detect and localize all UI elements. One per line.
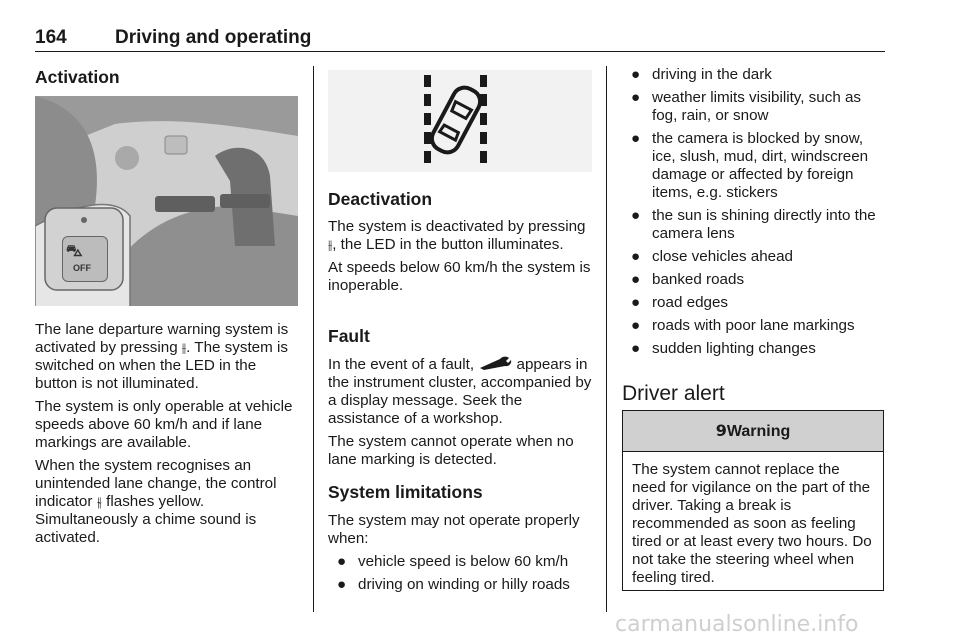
lane-button-icon: ⫲: [328, 237, 333, 252]
chime-paragraph: Simultaneously a chime sound is activated.: [35, 511, 257, 546]
indicator-paragraph: When the system recognises an unintended lane change, the control indicator ⫳ flashes yellow.: [35, 457, 277, 510]
wrench-icon: [478, 356, 512, 373]
limitations-text: [328, 512, 593, 594]
fault-paragraph: In the event of a fault, appears in the instrument cluster, accompanied by a display message. Seek the assistance of a workshop.: [328, 356, 592, 427]
bullet-icon: ●: [631, 248, 641, 265]
no-lane-paragraph: The system cannot operate when no lane marking is detected.: [328, 433, 574, 468]
warning-box: [622, 410, 884, 591]
bullet-icon: ●: [631, 317, 641, 334]
button-off-label: OFF: [73, 263, 91, 273]
list-item: ● road edges: [631, 294, 728, 311]
gear-shift-photo: [35, 96, 298, 306]
fault-text: [328, 356, 593, 469]
system-limitations-heading: System limitations: [328, 482, 483, 502]
list-item: ● sudden lighting changes: [631, 340, 816, 357]
limitations-list-b: [622, 66, 886, 358]
list-item: ● driving in the dark: [631, 66, 772, 83]
list-item: ● weather limits visibility, such as fog, rain, or snow: [631, 89, 862, 124]
list-item: ● vehicle speed is below 60 km/h: [337, 553, 569, 570]
column-divider: [313, 66, 314, 612]
page-header: [35, 27, 885, 52]
inoperable-paragraph: At speeds below 60 km/h the system is inoperable.: [328, 259, 591, 294]
list-item: ● roads with poor lane markings: [631, 317, 855, 334]
list-item: ● the sun is shining directly into the camera lens: [631, 207, 876, 242]
control-indicator-icon: ⫳: [96, 494, 102, 509]
bullet-icon: ●: [631, 89, 641, 106]
list-item: ● the camera is blocked by snow, ice, slush, mud, dirt, windscreen damage or affected by foreign items, e.g. stickers: [631, 130, 869, 201]
deactivation-text: [328, 218, 593, 295]
list-item: ● close vehicles ahead: [631, 248, 793, 265]
lane-button-icon: ⫲: [181, 340, 187, 355]
deactivation-heading: Deactivation: [328, 189, 433, 209]
warning-header: [623, 411, 883, 452]
deactivation-paragraph: The system is deactivated by pressing ⫲, the LED in the button illuminates.: [328, 218, 586, 253]
bullet-icon: ●: [337, 576, 347, 593]
section-title: Driving and operating: [115, 27, 312, 48]
warning-symbol-icon: 9: [715, 421, 727, 440]
bullet-icon: ●: [337, 553, 347, 570]
limitations-intro: The system may not operate properly when:: [328, 512, 580, 547]
page-number: 164: [35, 27, 67, 48]
bullet-icon: ●: [631, 130, 641, 147]
operable-paragraph: The system is only operable at vehicle speeds above 60 km/h and if lane markings are available.: [35, 398, 293, 451]
fault-heading: Fault: [328, 326, 370, 346]
bullet-icon: ●: [631, 207, 641, 224]
column-1-text: [35, 321, 300, 547]
activation-heading: Activation: [35, 67, 120, 87]
bullet-icon: ●: [631, 294, 641, 311]
bullet-icon: ●: [631, 66, 641, 83]
activation-paragraph: The lane departure warning system is activated by pressing ⫲. The system is switched on when the LED in the button is not illuminated.: [35, 321, 289, 392]
column-divider: [606, 66, 607, 612]
bullet-icon: ●: [631, 271, 641, 288]
list-item: ● banked roads: [631, 271, 745, 288]
list-item: ● driving on winding or hilly roads: [337, 576, 570, 593]
limitations-list-a: [328, 553, 593, 594]
warning-title: Warning: [726, 423, 791, 440]
watermark: carmanualsonline.info: [615, 612, 859, 637]
lane-departure-illustration: [328, 70, 592, 172]
driver-alert-heading: Driver alert: [622, 382, 725, 405]
lane-departure-icon: ⛍: [66, 243, 83, 260]
bullet-icon: ●: [631, 340, 641, 357]
warning-text: The system cannot replace the need for vigilance on the part of the driver. Taking a break is recommended as soon as feeling tired or at least every two hours. Do not take the steering wheel when feeling tired.: [632, 461, 872, 586]
